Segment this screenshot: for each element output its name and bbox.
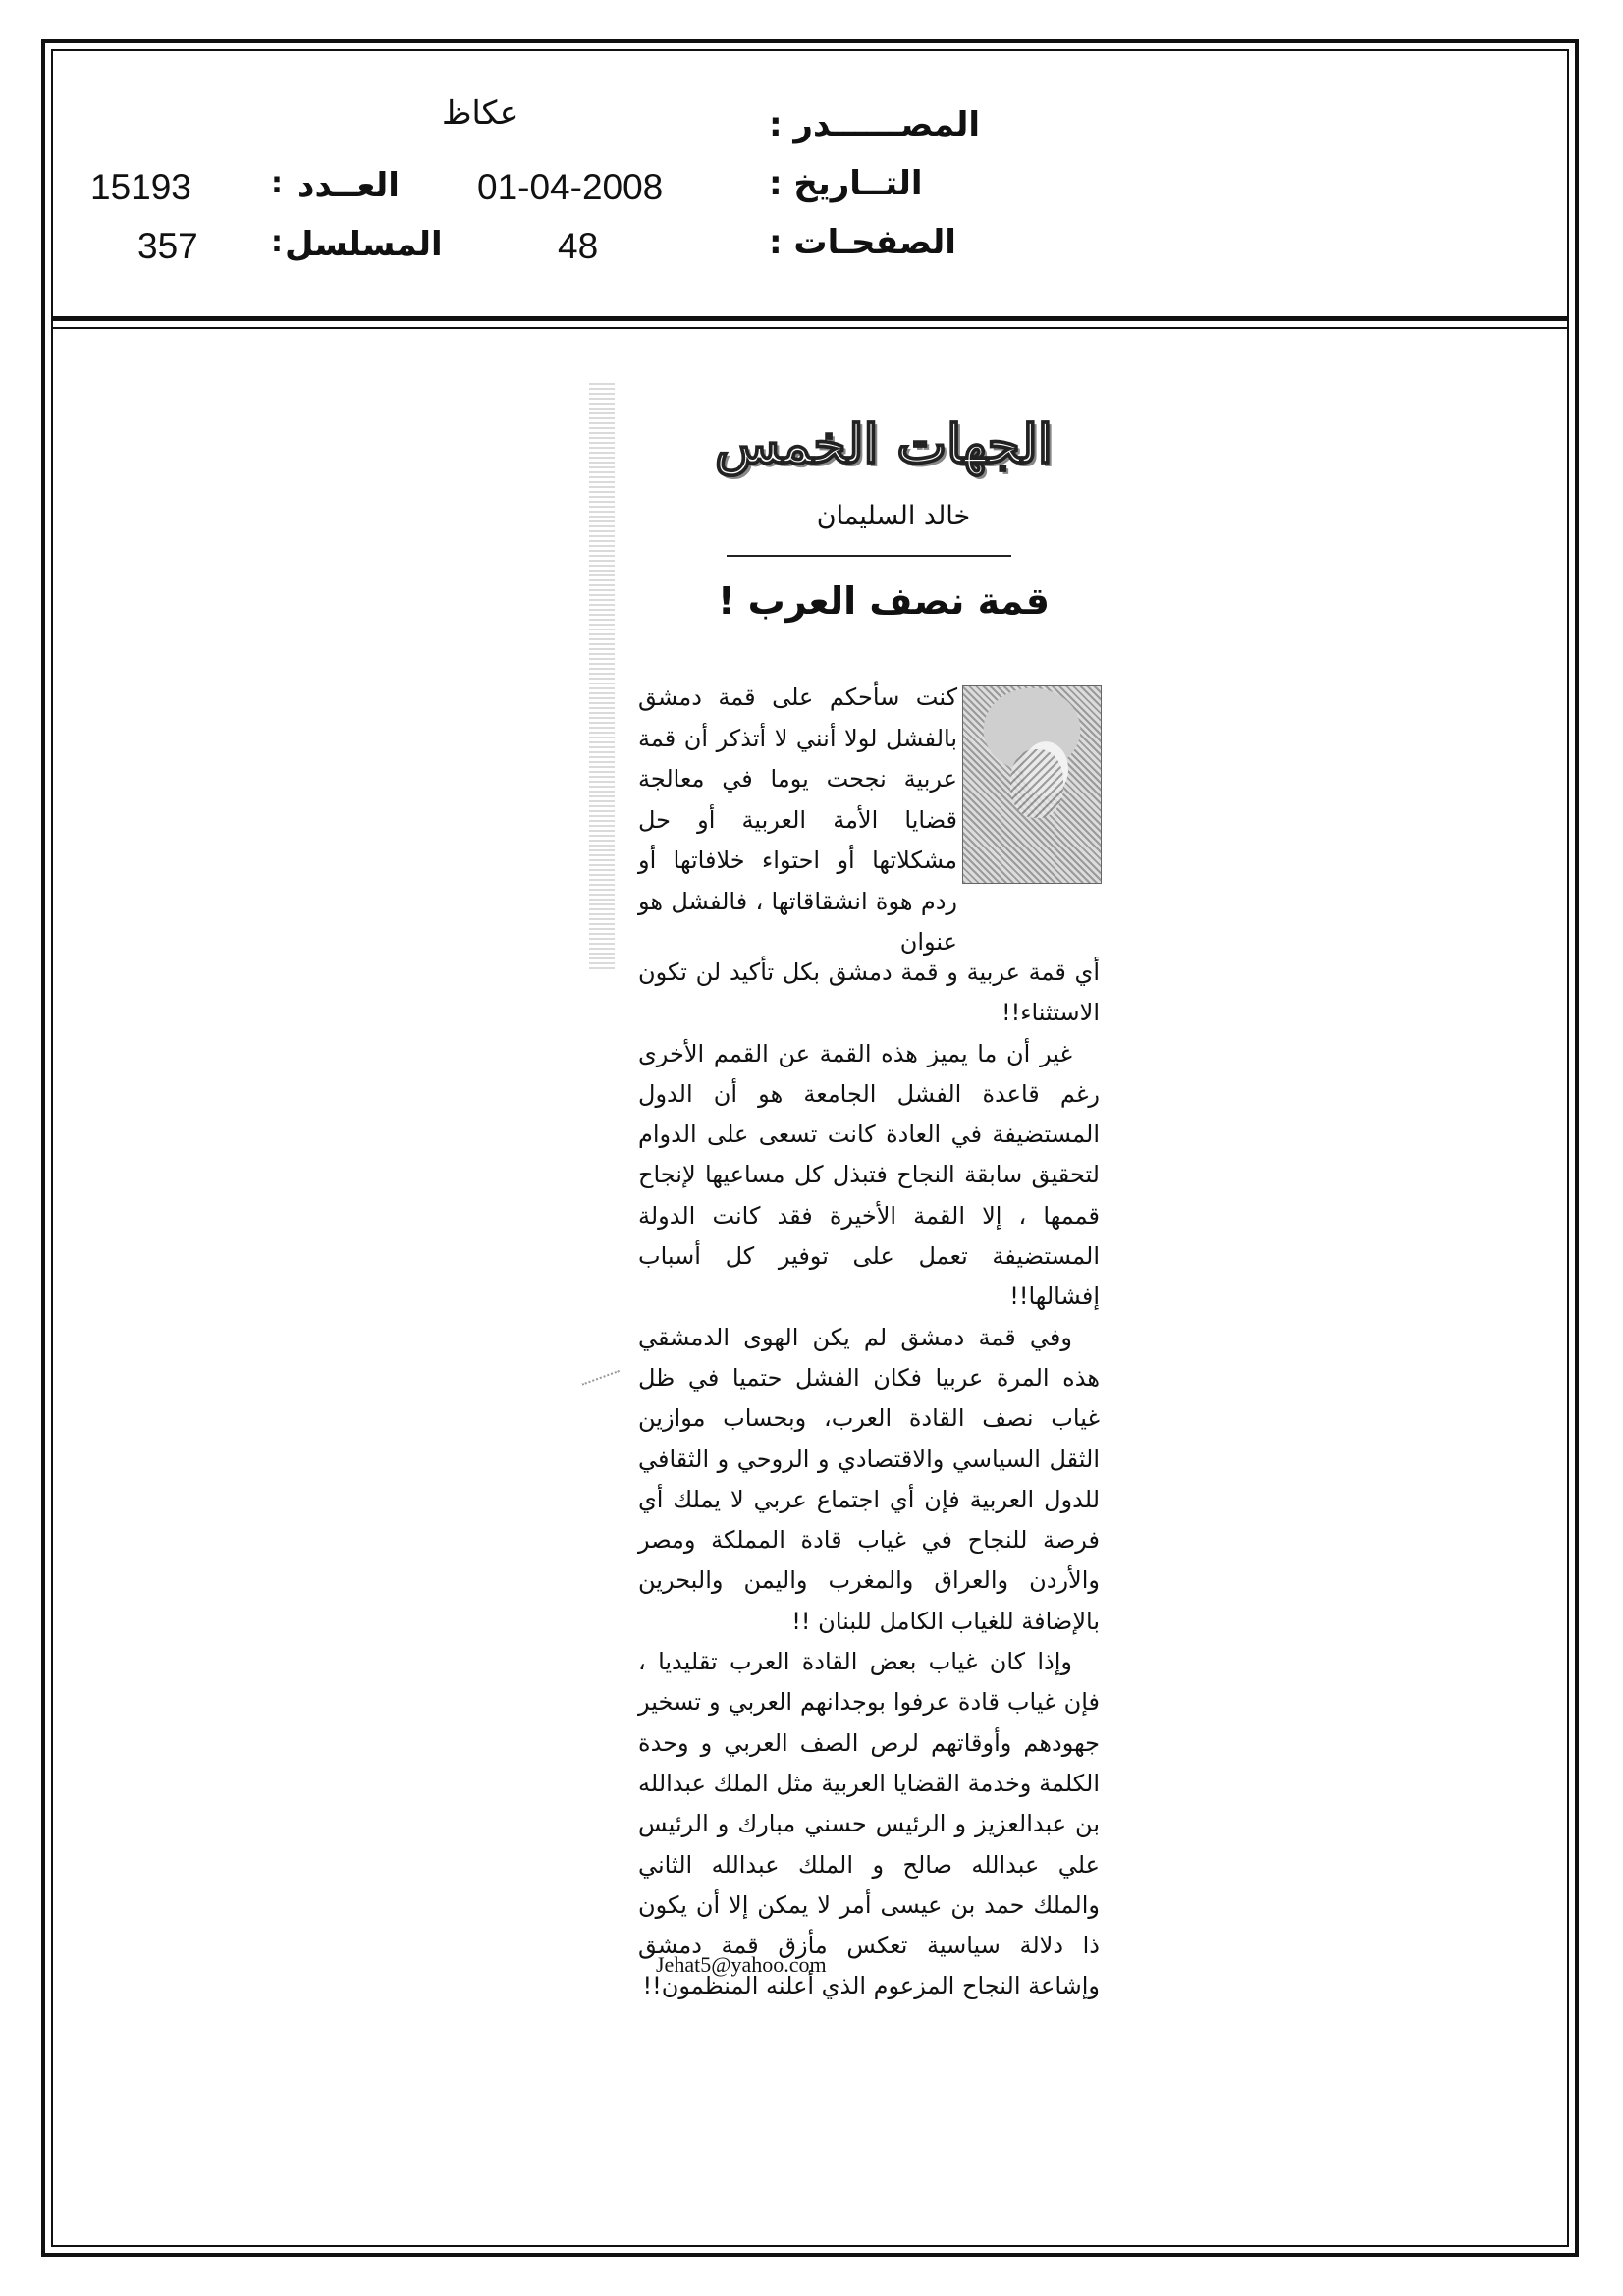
- serial-colon: :: [271, 225, 283, 259]
- article-paragraph-2: غير أن ما يميز هذه القمة عن القمم الأخرى رغم قاعدة الفشل الجامعة هو أن الدول المستضيفة في العادة كانت تسعى على الدوام لتحقيق سابقة النجاح فتبذل كل مساعيها لإنجاح قممها ، إلا القمة الأخيرة فقد كانت الدولة المستضيفة تعمل على توفير كل أسباب إفشالها!!: [638, 1039, 1100, 1311]
- article-headline: قمة نصف العرب !: [718, 579, 1050, 623]
- pages-value: 48: [558, 226, 599, 266]
- serial-value: 357: [137, 226, 198, 266]
- article-paragraph-3: وفي قمة دمشق لم يكن الهوى الدمشقي هذه المرة عربيا فكان الفشل حتميا في ظل غياب نصف القادة العرب، وبحساب موازين الثقل السياسي والاقتصادي و الروحي و الثقافي للدول العربية فإن أي اجتماع عربي لا يملك أي فرصة للنجاح في غياب قادة المملكة ومصر والأردن والعراق والمغرب واليمن والبحرين بالإضافة للغياب الكامل للبنان !!: [638, 1323, 1100, 1635]
- newspaper-clipping: [589, 383, 1109, 2013]
- header-divider-thin: [51, 327, 1569, 329]
- pages-label: الصفحـات :: [769, 223, 956, 262]
- author-face: [1010, 749, 1063, 818]
- clipping-fold-mark: [582, 1370, 640, 1441]
- author-name: خالد السليمان: [816, 501, 971, 531]
- article-intro: كنت سأحكم على قمة دمشق بالفشل لولا أنني لا أتذكر أن قمة عربية نجحت يوما في معالجة قضايا الأمة العربية أو حل مشكلاتها أو احتواء خلافاتها أو ردم هوة انشقاقاتها ، فالفشل هو عنوان: [638, 683, 957, 956]
- author-email: Jehat5@yahoo.com: [656, 1952, 827, 1977]
- issue-value: 15193: [90, 167, 191, 207]
- clipping-torn-edge: [589, 383, 615, 972]
- date-label: التــاريخ :: [769, 164, 923, 203]
- issue-colon: :: [271, 166, 283, 200]
- source-value: عكاظ: [442, 94, 519, 131]
- article-body: [638, 953, 1100, 2007]
- column-title: الجهات الخمس: [715, 412, 1053, 475]
- author-photo: [962, 685, 1102, 884]
- date-value: 01-04-2008: [477, 167, 664, 207]
- article-paragraph-4: وإذا كان غياب بعض القادة العرب تقليديا ، فإن غياب قادة عرفوا بوجدانهم العربي و تسخير جهودهم وأوقاتهم لرص الصف العربي و وحدة الكلمة وخدمة القضايا العربية مثل الملك عبدالله بن عبدالعزيز و الرئيس حسني مبارك و الرئيس علي عبدالله صالح و الملك عبدالله الثاني والملك حمد بن عيسى أمر لا يمكن إلا أن يكون ذا دلالة سياسية تعكس مأزق قمة دمشق وإشاعة النجاح المزعوم الذي أعلنه المنظمون!!: [638, 1648, 1100, 2000]
- issue-label: العــدد: [298, 166, 400, 205]
- article-intro-continued: أي قمة عربية و قمة دمشق بكل تأكيد لن تكون الاستثناء!!: [638, 958, 1100, 1027]
- serial-label: المسلسل: [285, 225, 443, 264]
- header-divider: [51, 316, 1569, 321]
- title-rule: [727, 555, 1011, 557]
- source-label: المصــــــدر :: [769, 105, 981, 144]
